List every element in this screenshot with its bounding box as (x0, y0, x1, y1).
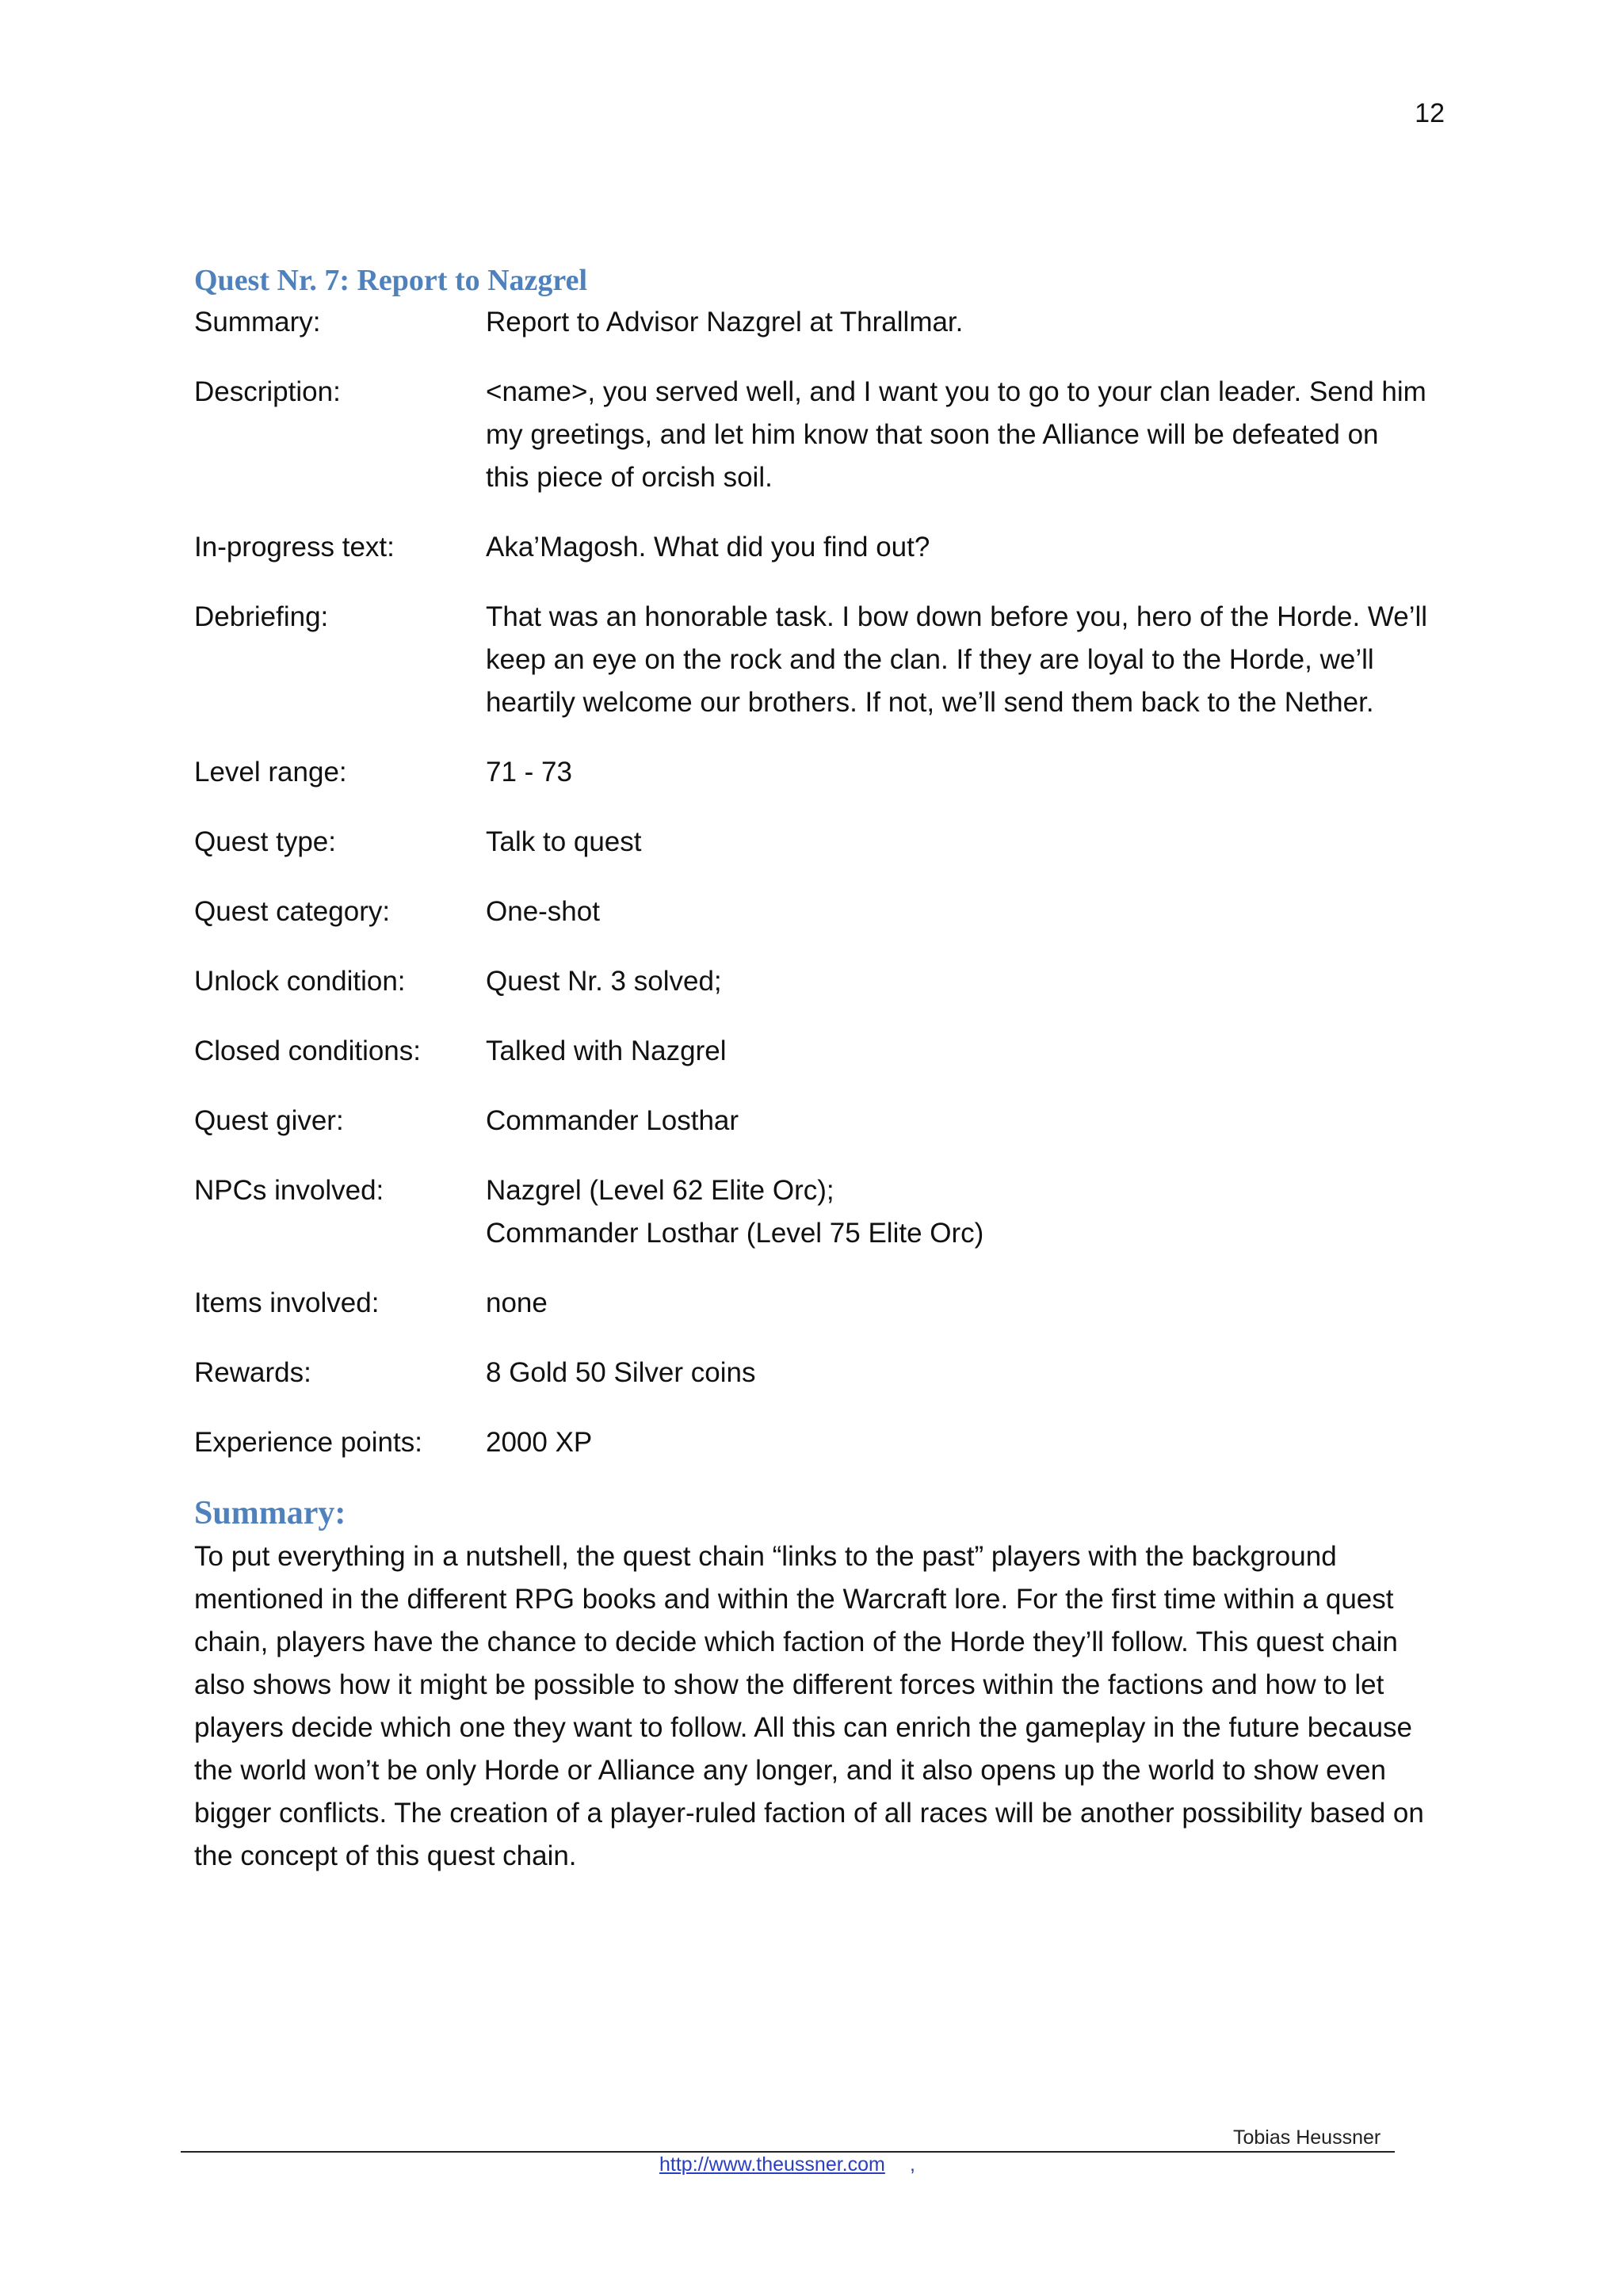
quest-field-value (486, 371, 1446, 499)
quest-field-row (194, 596, 1446, 724)
quest-field-value (486, 960, 1446, 1003)
quest-field-label: Quest category: (194, 896, 391, 927)
quest-field-value-line: heartily welcome our brothers. If not, we’ll send them back to the Nether. (486, 687, 1374, 718)
footer-website-link[interactable]: http://www.theussner.com (659, 2153, 885, 2176)
quest-field-value-line: Talked with Nazgrel (486, 1035, 727, 1066)
page-number: 12 (1415, 98, 1445, 128)
quest-field-row (194, 1421, 1446, 1464)
quest-field-value (486, 1100, 1446, 1142)
quest-field-value-line: Commander Losthar (486, 1105, 739, 1136)
quest-field-value (486, 1421, 1446, 1464)
quest-field-label: Experience points: (194, 1427, 422, 1458)
quest-field-label: Closed conditions: (194, 1035, 421, 1066)
quest-title: Quest Nr. 7: Report to Nazgrel (194, 264, 588, 297)
quest-field-value (486, 526, 1446, 569)
quest-field-label: Items involved: (194, 1287, 380, 1318)
quest-fields (194, 301, 1446, 1464)
quest-field-value (486, 301, 1446, 344)
quest-field-value-line: 2000 XP (486, 1427, 593, 1458)
quest-field-value (486, 1352, 1446, 1394)
quest-field-label: Level range: (194, 757, 347, 788)
quest-field-row (194, 1030, 1446, 1073)
quest-field-label: Rewards: (194, 1357, 311, 1388)
quest-field-label: NPCs involved: (194, 1175, 384, 1206)
quest-field-label: Unlock condition: (194, 966, 406, 997)
quest-field-value-line: keep an eye on the rock and the clan. If they are loyal to the Horde, we’ll (486, 644, 1374, 675)
quest-field-label: Debriefing: (194, 601, 329, 632)
quest-field-row (194, 526, 1446, 569)
quest-field-value (486, 1169, 1446, 1255)
quest-field-label: Description: (194, 376, 341, 407)
quest-field-value (486, 1030, 1446, 1073)
quest-field-value (486, 821, 1446, 864)
quest-field-row (194, 751, 1446, 794)
quest-field-value-line: Commander Losthar (Level 75 Elite Orc) (486, 1218, 984, 1249)
quest-field-value-line: my greetings, and let him know that soon the Alliance will be defeated on (486, 419, 1379, 450)
quest-field-value-line: Aka’Magosh. What did you find out? (486, 532, 930, 563)
quest-field-value-line: 8 Gold 50 Silver coins (486, 1357, 756, 1388)
quest-field-label: Summary: (194, 307, 321, 338)
quest-field-label: Quest giver: (194, 1105, 344, 1136)
quest-field-row (194, 1352, 1446, 1394)
quest-field-row (194, 960, 1446, 1003)
quest-field-value (486, 596, 1446, 724)
footer-author: Tobias Heussner (1233, 2126, 1381, 2149)
quest-field-value-line: Talk to quest (486, 826, 642, 857)
quest-field-value-line: this piece of orcish soil. (486, 462, 773, 493)
quest-field-label: Quest type: (194, 826, 336, 857)
quest-field-row (194, 371, 1446, 499)
footer-divider (181, 2151, 1395, 2153)
quest-field-value (486, 751, 1446, 794)
quest-field-row (194, 1169, 1446, 1255)
quest-field-row (194, 301, 1446, 344)
footer-link-comma: , (910, 2153, 915, 2176)
page-content (194, 260, 1446, 1878)
quest-field-row (194, 891, 1446, 933)
quest-field-label: In-progress text: (194, 532, 395, 563)
quest-field-value-line: One-shot (486, 896, 600, 927)
quest-field-value-line: 71 - 73 (486, 757, 572, 788)
quest-field-value-line: Nazgrel (Level 62 Elite Orc); (486, 1175, 834, 1206)
quest-field-value (486, 891, 1446, 933)
quest-field-value-line: Quest Nr. 3 solved; (486, 966, 722, 997)
quest-field-value-line: Report to Advisor Nazgrel at Thrallmar. (486, 307, 964, 338)
quest-field-value-line: That was an honorable task. I bow down before you, hero of the Horde. We’ll (486, 601, 1428, 632)
quest-field-row (194, 1282, 1446, 1325)
quest-field-row (194, 1100, 1446, 1142)
quest-field-value-line: <name>, you served well, and I want you to go to your clan leader. Send him (486, 376, 1426, 407)
quest-field-value-line: none (486, 1287, 548, 1318)
summary-heading: Summary: (194, 1495, 346, 1531)
quest-field-row (194, 821, 1446, 864)
summary-text: To put everything in a nutshell, the quest chain “links to the past” players with the background mentioned in the different RPG books and within the Warcraft lore. For the first time within a quest chain, players have the chance to decide which faction of the Horde they’ll follow. This quest chain also shows how it might be possible to show the different forces within the factions and how to let players decide which one they want to follow. All this can enrich the gameplay in the future because the world won’t be only Horde or Alliance any longer, and it also opens up the world to show even bigger conflicts. The creation of a player-ruled faction of all races will be another possibility based on the concept of this quest chain. (194, 1541, 1424, 1871)
quest-field-value (486, 1282, 1446, 1325)
